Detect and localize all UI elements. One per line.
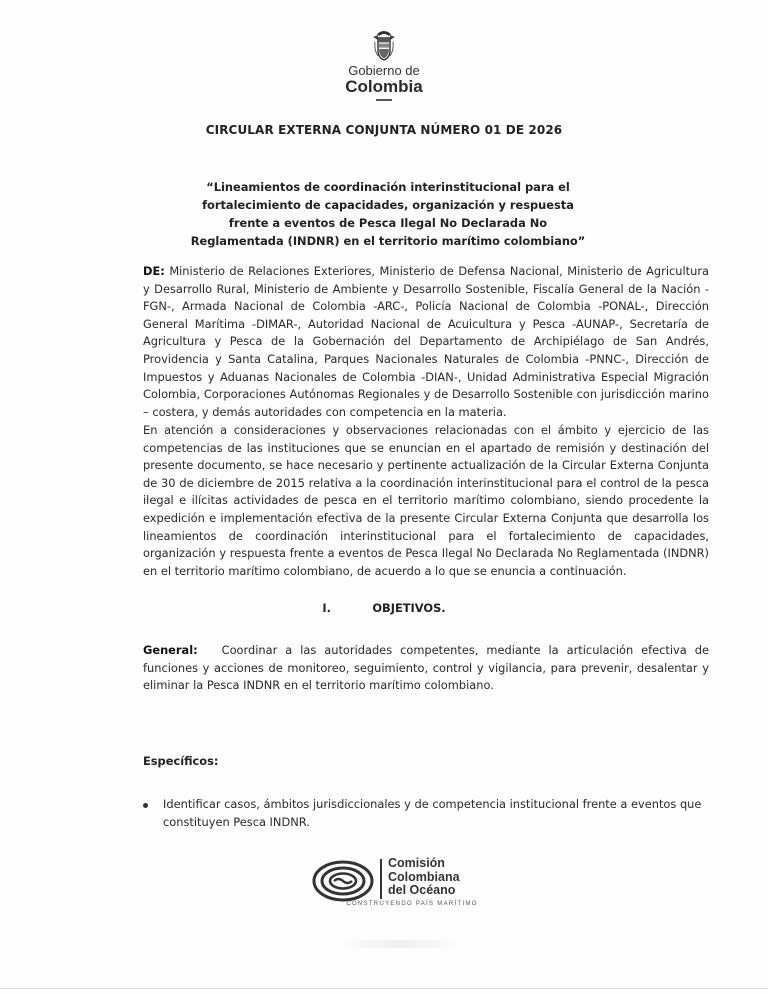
atencion-paragraph: En atención a consideraciones y observaciones relacionadas con el ámbito y ejercicio de las competencias de las instituciones que se enuncian en el apartado de remisión y destinación del presente documento, se hace necesario y pertinente actualización de la Circular Externa Conjunta de 30 de diciembre de 2015 relativa a la coordinación interinstitucional para el control de la pesca ilegal e ilícitas actividades de pesca en el territorio marítimo colombiano, siendo procedente la expedición e implementación efectiva de la presente Circular Externa Conjunta que desarrolla los lineamientos de coordinación interinstitucional para el fortalecimiento de capacidades, organización y respuesta frente a eventos de Pesca Ilegal No Declarada No Reglamentada (INDNR) en el territorio marítimo colombiano, de acuerdo a lo que se enuncia a continuación. — [143, 423, 709, 578]
government-line-2: Colombia — [345, 77, 423, 96]
section-title: OBJETIVOS. — [372, 601, 446, 615]
bullet-text: Identificar casos, ámbitos jurisdiccionales y de competencia institucional frente a eventos que constituyen Pesca INDNR. — [163, 797, 702, 829]
especificos-heading: Específicos: — [143, 754, 219, 768]
section-heading — [0, 601, 768, 615]
logo-divider — [380, 859, 382, 899]
section-number: I. — [322, 601, 331, 615]
logo-line-2: Colombiana — [388, 869, 460, 884]
document-title: CIRCULAR EXTERNA CONJUNTA NÚMERO 01 DE 2026 — [205, 123, 563, 137]
general-label: General: — [143, 643, 198, 657]
logo-line-3: del Océano — [388, 883, 456, 897]
scan-smudge — [340, 940, 460, 948]
ocean-commission-logo — [0, 857, 768, 917]
logo-tagline: CONSTRUYENDO PAÍS MARÍTIMO — [346, 901, 478, 907]
list-item — [143, 796, 709, 831]
government-line-1: Gobierno de — [348, 63, 420, 78]
general-text: Coordinar a las autoridades competentes, mediante la articulación efectiva de funciones y acciones de monitoreo, seguimiento, control y vigilancia, para prevenir, desalentar y eliminar la Pesca INDNR en el territorio marítimo colombiano. — [143, 643, 709, 693]
ocean-commission-eye-icon — [312, 859, 374, 903]
bullet-icon — [143, 803, 148, 808]
logo-text — [388, 857, 460, 898]
colombia-coat-of-arms-icon — [369, 28, 399, 62]
de-label: DE: — [143, 264, 165, 278]
government-header — [0, 28, 768, 101]
de-text: Ministerio de Relaciones Exteriores, Ministerio de Defensa Nacional, Ministerio de Agricultura y Desarrollo Rural, Ministerio de Ambiente y Desarrollo Sostenible, Fiscalía General de la Nación -FGN-, Armada Nacional de Colombia -ARC-, Policía Nacional de Colombia -PONAL-, Dirección General Marítima -DIMAR-, Autoridad Nacional de Acuicultura y Pesca -AUNAP-, Secretaría de Agricultura y Pesca de la Gobernación del Departamento de Archipiélago de San Andrés, Providencia y Santa Catalina, Parques Nacionales Naturales de Colombia -PNNC-, Dirección de Impuestos y Aduanas Nacionales de Colombia -DIAN-, Unidad Administrativa Especial Migración Colombia, Corporaciones Autónomas Regionales y de Desarrollo Sostenible con jurisdicción marino – costera, y demás autoridades con competencia en la materia. — [143, 264, 709, 419]
general-paragraph — [143, 642, 709, 695]
especificos-list — [143, 796, 709, 831]
de-paragraph — [143, 263, 709, 421]
document-subtitle: “Lineamientos de coordinación interinstitucional para el fortalecimiento de capacidades, organización y respuesta frente a eventos de Pesca Ilegal No Declarada No Reglamentada (INDNR) en el territorio marítimo colombiano” — [190, 180, 586, 248]
header-divider — [376, 99, 392, 101]
logo-line-1: Comisión — [388, 856, 445, 870]
scan-edge — [0, 988, 768, 989]
